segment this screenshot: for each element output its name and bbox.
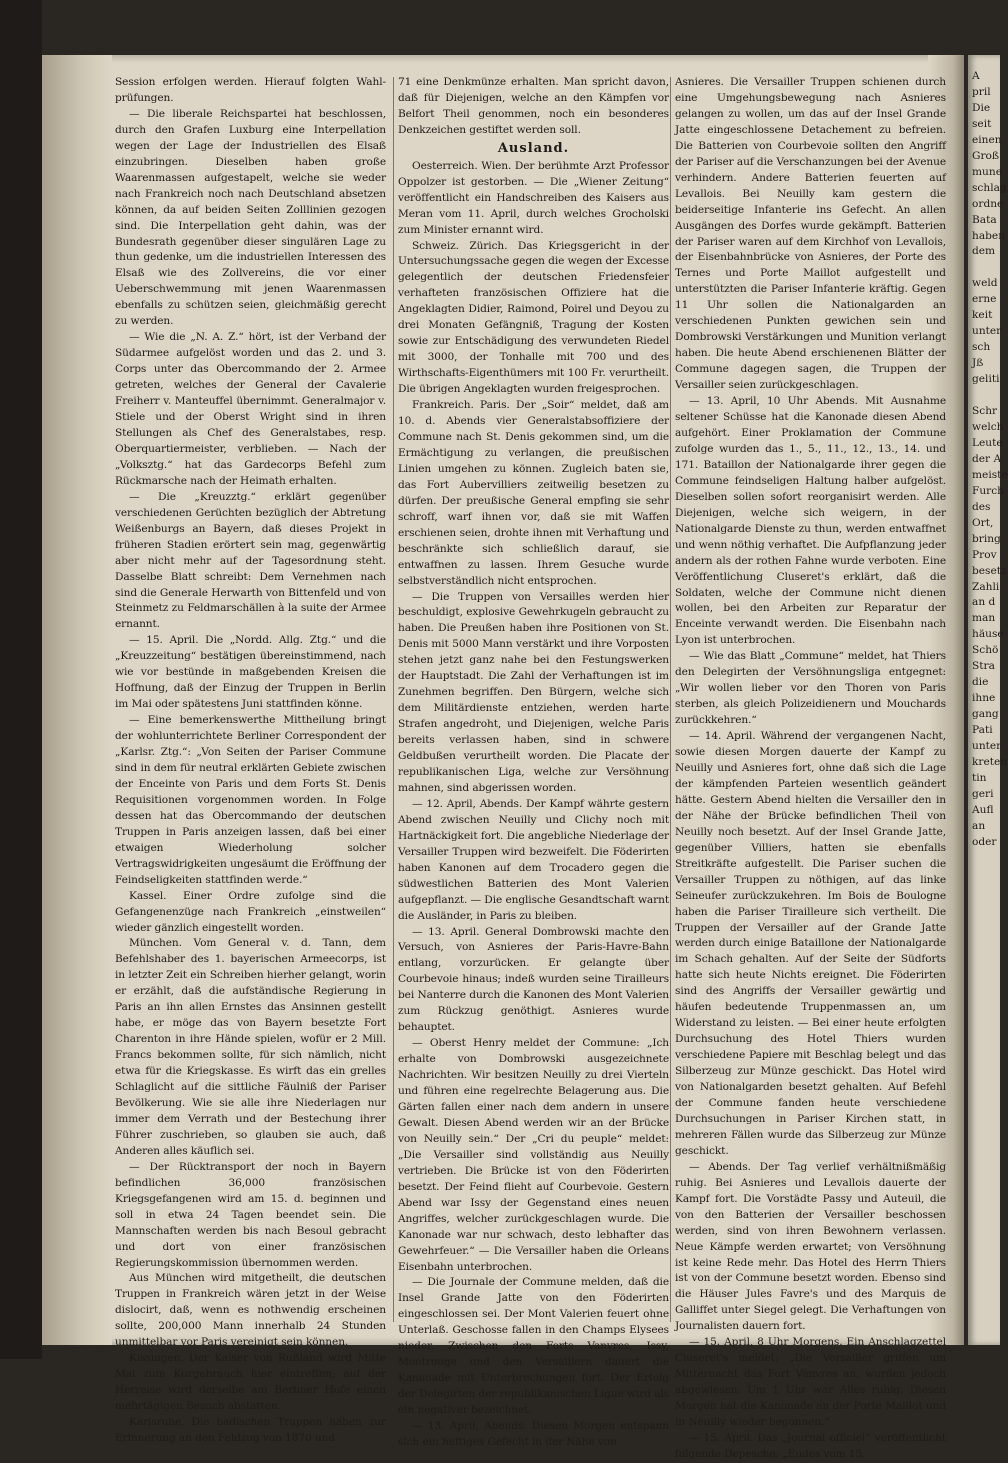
paragraph: — Abends. Der Tag verlief verhältnißmäßig ruhig. Bei Asnieres und Levallois dauerte der Kampf fort. Die Vorstädte Passy und Auteuil, die von den Batterien der Versailler beschossen werden, sind von ihren Bewohnern verlassen. Neue Kämpfe werden erwartet; von Versöhnung ist keine Rede mehr. Das Hotel des Herrn Thiers ist von der Commune besetzt worden. Ebenso sind die Häuser Jules Favre's und des Marquis de Galliffet unter Siegel gelegt. Die Verhaftungen von Journalisten dauern fort.	[675, 1160, 946, 1333]
paragraph: Schweiz. Zürich. Das Kriegsgericht in der Untersuchungssache gegen die wegen der Excesse gelegentlich der deutschen Friedensfeier verhafteten französischen Offiziere hat die Angeklagten Didier, Raimond, Poirel und Deyou zu drei Monaten Gefängniß, Tragung der Kosten sowie zur Entschädigung des verwundeten Riedel mit 3000, der Tonhalle mit 700 und des Wirthschafts-Eigenthümers mit 100 Fr. verurtheilt. Die übrigen Angeklagten wurden freigesprochen.	[398, 239, 669, 396]
paragraph: Kissingen. Der Kaiser von Rußland wird Mitte Mai zum Kurgebrauch hier eintreffen; auf der Herreise wird derselbe am Berliner Hofe einen mehrtägigen Besuch abstatten.	[115, 1352, 386, 1413]
paragraph: — 13. April, 10 Uhr Abends. Mit Ausnahme seltener Schüsse hat die Kanonade diesen Abend aufgehört. Einer Proklamation der Commune zufolge wurden das 1., 5., 11., 12., 13., 14. und 171. Bataillon der Nationalgarde ihrer gegen die Commune feindseligen Haltung halber aufgelöst. Dieselben sollen sofort reorganisirt werden. Alle Diejenigen, welche sich weigern, in der Nationalgarde Dienste zu thun, werden entwaffnet und wenn nöthig verhaftet. Die Aufpflanzung jeder andern als der rothen Fahne wurde verboten. Eine Veröffentlichung Cluseret's erklärt, daß die Soldaten, welche der Commune nicht dienen wollen, bei den Arbeiten zur Reparatur der Enceinte verwandt werden. Die Eisenbahn nach Lyon ist unterbrochen.	[675, 395, 946, 647]
paragraph: — Die Journale der Commune melden, daß die Insel Grande Jatte von den Föderirten eingeschlossen sei. Der Mont Valerien feuert ohne Unterlaß. Geschosse fallen in den Champs Elysees nieder. Zwischen den Forts Vanvres, Issy, Montrouge und den Versaillern dauert die Kanonade mit Unterbrechungen fort. Der Erfolg der Delegirten der republikanischen Ligue wird als ein negativer bezeichnet.	[398, 1276, 669, 1417]
paragraph: — Eine bemerkenswerthe Mittheilung bringt der wohlunterrichtete Berliner Correspondent der „Karlsr. Ztg.“: „Von Seiten der Pariser Commune sind in dem für neutral erklärten Gebiete zwischen der Enceinte von Paris und dem Forts St. Denis Requisitionen vorgenommen worden. In Folge dessen hat das Obercommando der deutschen Truppen in Paris anzeigen lassen, daß bei einer etwaigen Wiederholung solcher Vertragswidrigkeiten ungesäumt die Eröffnung der Feindseligkeiten stattfinden werde.“	[115, 714, 386, 886]
section-heading: Ausland.	[497, 140, 570, 156]
paragraph: — 15. April, 8 Uhr Morgens. Ein Anschlagzettel Cluseret's meldet: „Die Versailler griffen um Mitternacht das Fort Vanvres an, wurden jedoch abgewiesen. Um 1 Uhr war Alles ruhig. Diesen Morgen hat die Kanonade an der Porte Maillot und in Neuilly wieder begonnen.“	[675, 1336, 946, 1429]
paragraph: — 13. April. General Dombrowski machte den Versuch, von Asnieres der Paris-Havre-Bahn entlang, vorzurücken. Er gelangte über Courbevoie hinaus; indeß wurden seine Tirailleurs bei Nanterre durch die Kanonen des Mont Valerien zum Rückzug genöthigt. Asnieres wurde behauptet.	[398, 925, 669, 1034]
paragraph: — 13. April, Abends. Diesen Morgen entspann sich ein heftiges Gefecht in der Nähe von	[398, 1420, 669, 1449]
paragraph: — Wie die „N. A. Z.“ hört, ist der Verband der Südarmee aufgelöst worden und das 2. und 3. Corps unter das Obercommando der 2. Armee getreten, welches der General der Cavalerie Freiherr v. Manteuffel übernimmt. Generalmajor v. Stiele und der Oberst Wright sind in ihren Stellungen als Chef des Generalstabes, resp. Oberquartiermeister, verblieben. — Nach der „Volksztg.“ hat das Gardecorps Befehl zum Rückmarsche nach der Heimath erhalten.	[115, 331, 386, 487]
paragraph: — Oberst Henry meldet der Commune: „Ich erhalte von Dombrowski ausgezeichnete Nachrichten. Wir besitzen Neuilly zu drei Vierteln und führen eine regelrechte Belagerung aus. Die Gärten fallen einer nach dem andern in unsere Gewalt. Diesen Abend werden wir an der Brücke von Neuilly sein.“ Der „Cri du peuple“ meldet: „Die Versailler sind vollständig aus Neuilly vertrieben. Die Brücke ist von den Föderirten besetzt. Der Feind flieht auf Courbevoie. Gestern Abend war Issy der Gegenstand eines neuen Angriffes, welcher zurückgeschlagen wurde. Die Kanonade war nur schwach, desto lebhafter das Gewehrfeuer.“ — Die Versailler haben die Orleans Eisenbahn unterbrochen.	[398, 1037, 669, 1273]
column-rule	[670, 77, 671, 1322]
adjacent-page-edge	[968, 55, 1008, 1345]
paragraph: Session erfolgen werden. Hierauf folgten Wahl-prüfungen.	[115, 76, 386, 104]
paragraph: — 12. April, Abends. Der Kampf währte gestern Abend zwischen Neuilly und Clichy noch mit Hartnäckigkeit fort. Die angebliche Niederlage der Versailler Truppen wird bezweifelt. Die Föderirten haben Kanonen auf dem Trocadero gegen die südwestlichen Batterien des Mont Valerien aufgepflanzt. — Die englische Gesandtschaft warnt die Ausländer, in Paris zu bleiben.	[398, 797, 669, 922]
binding-shadow	[0, 0, 42, 1359]
paragraph: Asnieres. Die Versailler Truppen schienen durch eine Umgehungsbewegung nach Asnieres gelangen zu wollen, um das auf der Insel Grande Jatte eingeschlossene Detachement zu befreien. Die Batterien von Courbevoie sollten den Angriff der Pariser auf die Verschanzungen bei der Avenue verhindern. Andere Batterien feuerten auf Levallois. Bei Neuilly kam gestern die beiderseitige Infanterie ins Gefecht. An allen Ausgängen des Dorfes wurde gekämpft. Batterien der Pariser waren auf dem Kirchhof von Levallois, der Eisenbahnbrücke von Asnieres, der Porte des Ternes und Porte Maillot aufgestellt und unterstützten die Pariser Infanterie kräftig. Gegen 11 Uhr sollen die Nationalgarden an verschiedenen Punkten gewichen sein und Dombrowski Verstärkungen und Munition verlangt haben. Die heute Abend erschienenen Blätter der Commune dagegen sagen, die Truppen der Versailler seien zurückgeschlagen.	[675, 76, 946, 392]
paragraph: — Wie das Blatt „Commune“ meldet, hat Thiers den Delegirten der Versöhnungsliga entgegnet: „Wir wollen lieber vor den Thoren von Paris sterben, als gleich Polizeidienern und Mouchards zurückkehren.“	[675, 650, 946, 727]
paragraph: Aus München wird mitgetheilt, die deutschen Truppen in Frankreich wären jetzt in der Weise dislocirt, daß, wenn es nothwendig erscheinen sollte, 200,000 Mann innerhalb 24 Stunden unmittelbar vor Paris vereinigt sein können.	[115, 1272, 386, 1349]
text-column-2	[398, 75, 669, 1449]
paragraph: Oesterreich. Wien. Der berühmte Arzt Professor Oppolzer ist gestorben. — Die „Wiener Zeitung“ veröffentlicht ein Handschreiben des Kaisers aus Meran vom 11. April, durch welches Grocholski zum Minister ernannt wird.	[398, 159, 669, 236]
paragraph: — Der Rücktransport der noch in Bayern befindlichen 36,000 französischen Kriegsgefangenen wird am 15. d. beginnen und soll in etwa 24 Tagen beendet sein. Die Mannschaften werden bis nach Besoul gebracht und dort von einer französischen Regierungskommission übernommen werden.	[115, 1160, 386, 1269]
paragraph: — Die Truppen von Versailles werden hier beschuldigt, explosive Gewehrkugeln gebraucht zu haben. Die Preußen haben ihre Positionen von St. Denis mit 5000 Mann verstärkt und ihre Vorposten stehen jetzt ganz nahe bei den Festungswerken der Hauptstadt. Die Zahl der Verhaftungen ist im Zunehmen begriffen. Den Bürgern, welche sich dem Militärdienste entziehen, werden harte Strafen angedroht, und Diejenigen, welche Paris bereits verlassen haben, sind in schwere Geldbußen verurtheilt worden. Die Placate der republikanischen Liga, welche zur Versöhnung mahnen, sind abgerissen worden.	[398, 590, 669, 794]
text-column-3	[675, 75, 946, 1460]
newspaper-page	[42, 55, 964, 1460]
paragraph: Karlsruhe. Die badischen Truppen haben zur Erinnerung an den Feldzug von 1870 und	[115, 1416, 386, 1445]
paragraph: — 14. April. Während der vergangenen Nacht, sowie diesen Morgen dauerte der Kampf zu Neuilly und Asnieres fort, ohne daß sich die Lage der kämpfenden Parteien wesentlich geändert hätte. Gestern Abend hielten die Versailler den in der Nähe der Brücke befindlichen Theil von Neuilly noch besetzt. Auf der Insel Grande Jatte, gegenüber Villiers, hatten sie ebenfalls Streitkräfte aufgestellt. Die Pariser suchen die Versailler Truppen zu nöthigen, auf das linke Seineufer zurückzukehren. Im Bois de Boulogne haben die Pariser Tirailleure sich vertheilt. Die Truppen der Versailler auf der Grande Jatte werden durch einige Bataillone der Nationalgarde im Schach gehalten. Auf der Seite der Südforts hatte sich heute Nichts ereignet. Die Föderirten sind des Angriffs der Versailler gewärtig und häufen bedeutende Truppenmassen an, um Widerstand zu leisten. — Bei einer heute erfolgten Durchsuchung des Hotel Thiers wurden verschiedene Papiere mit Beschlag belegt und das Silberzeug zur Münze geschickt. Das Hotel wird von Nationalgarden besetzt gehalten. Auf Befehl der Commune fanden heute verschiedene Durchsuchungen in Pariser Kirchen statt, in mehreren Fällen wurde das Silberzeug zur Münze geschickt.	[675, 730, 946, 1157]
paragraph: — Die „Kreuzztg.“ erklärt gegenüber verschiedenen Gerüchten bezüglich der Abtretung Weißenburgs an Bayern, daß dieses Projekt in früheren Stadien erörtert sein mag, gegenwärtig aber nicht mehr auf der Tagesordnung steht. Dasselbe Blatt schreibt: Dem Vernehmen nach sind die Generale Herwarth von Bittenfeld und von Steinmetz zu Feldmarschällen à la suite der Armee ernannt.	[115, 490, 386, 631]
text-column-1	[115, 75, 386, 1445]
paragraph: Frankreich. Paris. Der „Soir“ meldet, daß am 10. d. Abends vier Generalstabsoffiziere der Commune nach St. Denis gekommen sind, um die Ermächtigung zu verlangen, die preußischen Linien umgehen zu können. Zugleich baten sie, das Fort Aubervilliers zeitweilig besetzen zu dürfen. Der preußische General empfing sie sehr schroff, warf ihnen vor, daß sie mit Waffen erschienen seien, drohte ihnen mit Verhaftung und beschränkte sich schließlich darauf, sie entwaffnen zu lassen. Ihrem Gesuche wurde selbstverständlich nicht entsprochen.	[398, 399, 669, 587]
adjacent-page-fragment: A pril Die seit einen Groß mune schlag ordne Bata haben dem weld erne keit unter sch Jß geliti Schr welch Leute der A meiste Furch des Ort, bring Prov besetz Zahli an d man häuse Schö Stra die ihne gang Pati unter kreten tin geri Aufl an oder	[972, 70, 1008, 848]
paragraph: — 15. April. Das „Journal officiel“ veröffentlicht folgende Depesche: „Eudes vom 15.	[675, 1432, 946, 1460]
paragraph: — 15. April. Die „Nordd. Allg. Ztg.“ und die „Kreuzzeitung“ bestätigen übereinstimmend, nach wie vor bestünde in maßgebenden Kreisen die Hoffnung, daß der Einzug der Truppen in Berlin im Mai oder spätestens Juni stattfinden könne.	[115, 634, 386, 711]
column-rule	[393, 77, 394, 1322]
page-gutter	[42, 55, 112, 1345]
paragraph: — Die liberale Reichspartei hat beschlossen, durch den Grafen Luxburg eine Interpellation wegen der Lage der Industriellen des Elsaß einzubringen. Dieselben haben große Waarenmassen aufgestapelt, welche sie weder nach Frankreich noch nach Deutschland absetzen können, da auf beiden Seiten Zolllinien gezogen sind. Die Interpellation geht dahin, was der Bundesrath gegenüber dieser singulären Lage zu thun gedenke, um die industriellen Interessen des Elsaß wie des Zollvereins, die vor einer Ueberschwemmung mit jenen Waarenmassen ebenfalls zu schützen seien, gleichmäßig gerecht zu werden.	[115, 107, 386, 328]
paragraph: München. Vom General v. d. Tann, dem Befehlshaber des 1. bayerischen Armeecorps, ist in letzter Zeit ein Schreiben hierher gelangt, worin er erzählt, daß die aufständische Regierung in Paris an ihn allen Ernstes das Ansinnen gestellt habe, er möge das von Bayern besetzte Fort Charenton in ihre Hände spielen, wofür er 2 Mill. Francs bekommen sollte, für sich nämlich, nicht etwa für die Kriegskasse. Es wirft das ein grelles Schlaglicht auf die sittliche Fäulniß der Pariser Bevölkerung. Wie sie alle ihre Niederlagen nur immer dem Verrath und der Bestechung ihrer Führer zuschrieben, so glauben sie auch, daß Anderen alles käuflich sei.	[115, 937, 386, 1157]
paragraph: Kassel. Einer Ordre zufolge sind die Gefangenenzüge nach Frankreich „einstweilen“ wieder gänzlich eingestellt worden.	[115, 889, 386, 934]
paragraph: 71 eine Denkmünze erhalten. Man spricht davon, daß für Diejenigen, welche an den Kämpfen vor Belfort Theil genommen, noch ein besonderes Denkzeichen gestiftet werden soll.	[398, 76, 669, 136]
